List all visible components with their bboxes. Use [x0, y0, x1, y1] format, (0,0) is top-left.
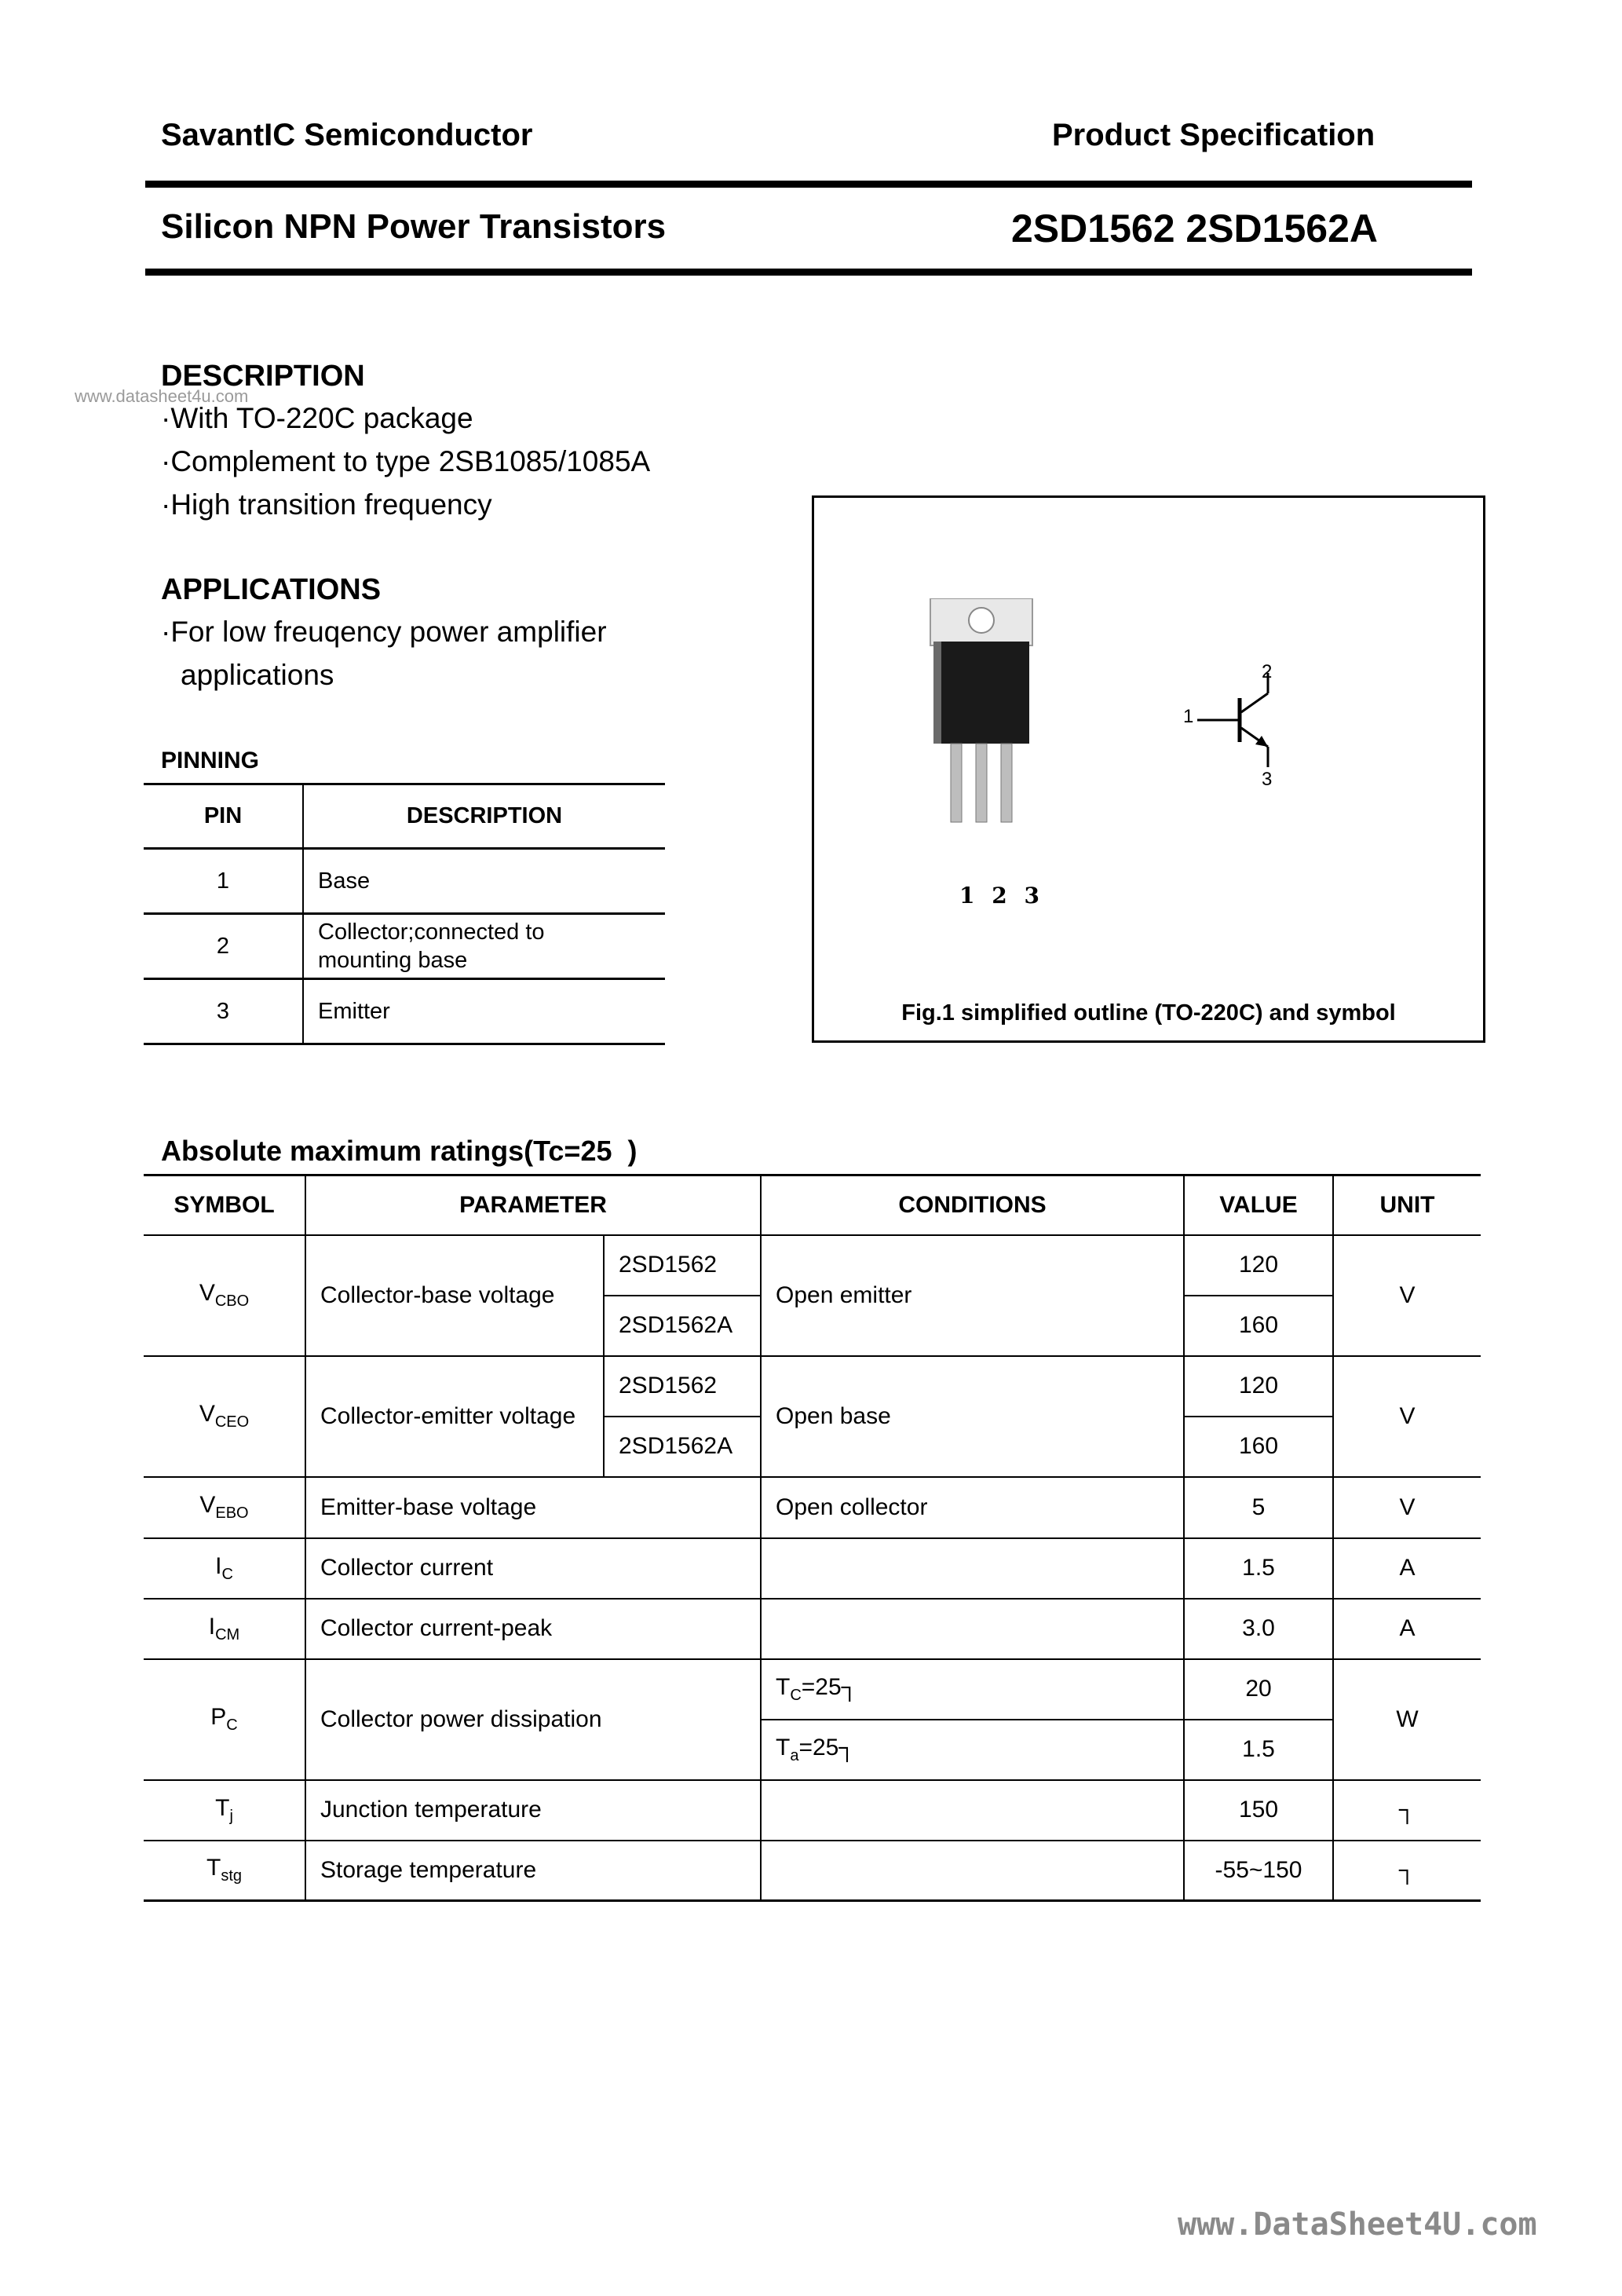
- to220-package-image: [922, 598, 1040, 826]
- symbol-cell: $V_{CBO}$: [144, 1235, 305, 1356]
- parameter-cell: Collector power dissipation: [305, 1659, 761, 1780]
- package-pin-labels: 1 2 3: [959, 883, 1044, 909]
- applications-title: APPLICATIONS: [161, 573, 382, 606]
- conditions-cell: [761, 1780, 1184, 1841]
- table-row: [144, 1538, 1481, 1599]
- type-cell: 2SD1562A: [604, 1296, 761, 1356]
- pin-number: 1: [144, 849, 303, 914]
- table-row: [144, 914, 665, 979]
- table-row: [144, 1841, 1481, 1901]
- symbol-column-header: SYMBOL: [144, 1175, 305, 1235]
- unit-cell: A: [1333, 1599, 1481, 1659]
- pin-number: 3: [144, 979, 303, 1044]
- symbol-cell: $V_{EBO}$: [144, 1477, 305, 1538]
- type-cell: 2SD1562A: [604, 1417, 761, 1477]
- parameter-cell: Collector-base voltage: [305, 1235, 604, 1356]
- parameter-cell: Collector-emitter voltage: [305, 1356, 604, 1477]
- value-cell: 120: [1184, 1356, 1333, 1417]
- symbol-pin2-label: 2: [1262, 661, 1273, 682]
- figure-box: [812, 495, 1485, 1043]
- pin-description: Base: [303, 849, 665, 914]
- part-numbers: 2SD1562 2SD1562A: [1011, 207, 1378, 250]
- table-row: [144, 849, 665, 914]
- product-line: Silicon NPN Power Transistors: [161, 207, 667, 246]
- ratings-title: Absolute maximum ratings(Tc=25 ): [161, 1135, 637, 1167]
- table-row: [144, 979, 665, 1044]
- header-rule-top: [145, 181, 1472, 188]
- parameter-cell: Collector current: [305, 1538, 761, 1599]
- value-cell: 3.0: [1184, 1599, 1333, 1659]
- unit-cell: V: [1333, 1356, 1481, 1477]
- pin-number: 2: [144, 914, 303, 979]
- unit-cell: A: [1333, 1538, 1481, 1599]
- symbol-cell: $P_C$: [144, 1659, 305, 1780]
- value-column-header: VALUE: [1184, 1175, 1333, 1235]
- company-name: SavantIC Semiconductor: [161, 118, 533, 152]
- description-item: ·High transition frequency: [161, 488, 492, 521]
- conditions-cell: [761, 1841, 1184, 1901]
- table-row: [144, 1599, 1481, 1659]
- symbol-cell: $T_j$: [144, 1780, 305, 1841]
- pin-column-header: PIN: [144, 784, 303, 849]
- table-row: [144, 1235, 1481, 1296]
- value-cell: 20: [1184, 1659, 1333, 1720]
- unit-column-header: UNIT: [1333, 1175, 1481, 1235]
- pin-description: Emitter: [303, 979, 665, 1044]
- value-cell: 150: [1184, 1780, 1333, 1841]
- symbol-pin3-label: 3: [1262, 769, 1273, 790]
- parameter-cell: Storage temperature: [305, 1841, 761, 1901]
- table-row: [144, 1477, 1481, 1538]
- unit-cell: ┐: [1333, 1780, 1481, 1841]
- npn-transistor-symbol-icon: [1183, 667, 1317, 784]
- unit-cell: ┐: [1333, 1841, 1481, 1901]
- ratings-header-row: [144, 1175, 1481, 1235]
- value-cell: 160: [1184, 1296, 1333, 1356]
- unit-cell: W: [1333, 1659, 1481, 1780]
- pinning-header-row: [144, 784, 665, 849]
- parameter-column-header: PARAMETER: [305, 1175, 761, 1235]
- table-row: [144, 1780, 1481, 1841]
- symbol-cell: $I_C$: [144, 1538, 305, 1599]
- description-item: ·With TO-220C package: [161, 402, 473, 434]
- symbol-cell: $T_{stg}$: [144, 1841, 305, 1901]
- pinning-table: [144, 783, 665, 1045]
- parameter-cell: Emitter-base voltage: [305, 1477, 761, 1538]
- value-cell: -55~150: [1184, 1841, 1333, 1901]
- type-cell: 2SD1562: [604, 1356, 761, 1417]
- watermark-bottom: www.DataSheet4U.com: [1178, 2206, 1537, 2243]
- value-cell: 160: [1184, 1417, 1333, 1477]
- conditions-cell: Open collector: [761, 1477, 1184, 1538]
- description-item: ·Complement to type 2SB1085/1085A: [161, 445, 651, 477]
- parameter-cell: Collector current-peak: [305, 1599, 761, 1659]
- table-row: [144, 1659, 1481, 1720]
- watermark-top: www.datasheet4u.com: [75, 386, 249, 406]
- parameter-cell: Junction temperature: [305, 1780, 761, 1841]
- applications-item: ·For low freuqency power amplifier: [161, 616, 607, 648]
- symbol-cell: $I_{CM}$: [144, 1599, 305, 1659]
- conditions-cell: Open base: [761, 1356, 1184, 1477]
- applications-item-cont: applications: [181, 659, 334, 691]
- description-column-header: DESCRIPTION: [303, 784, 665, 849]
- unit-cell: V: [1333, 1235, 1481, 1356]
- conditions-cell: [761, 1599, 1184, 1659]
- description-title: DESCRIPTION: [161, 360, 365, 393]
- value-cell: 1.5: [1184, 1720, 1333, 1780]
- value-cell: 1.5: [1184, 1538, 1333, 1599]
- document-type: Product Specification: [1052, 118, 1375, 152]
- conditions-cell: Open emitter: [761, 1235, 1184, 1356]
- pin-description: Collector;connected to mounting base: [303, 914, 665, 979]
- ratings-table: [144, 1174, 1481, 1902]
- header-rule-bottom: [145, 269, 1472, 276]
- pinning-title: PINNING: [161, 748, 260, 773]
- figure-caption: Fig.1 simplified outline (TO-220C) and symbol: [901, 1000, 1396, 1026]
- conditions-column-header: CONDITIONS: [761, 1175, 1184, 1235]
- conditions-cell: [761, 1538, 1184, 1599]
- conditions-cell: $T_C=25┐$: [761, 1659, 1184, 1720]
- value-cell: 120: [1184, 1235, 1333, 1296]
- unit-cell: V: [1333, 1477, 1481, 1538]
- conditions-cell: $T_a=25┐$: [761, 1720, 1184, 1780]
- symbol-pin1-label: 1: [1183, 706, 1194, 727]
- value-cell: 5: [1184, 1477, 1333, 1538]
- type-cell: 2SD1562: [604, 1235, 761, 1296]
- table-row: [144, 1356, 1481, 1417]
- symbol-cell: $V_{CEO}$: [144, 1356, 305, 1477]
